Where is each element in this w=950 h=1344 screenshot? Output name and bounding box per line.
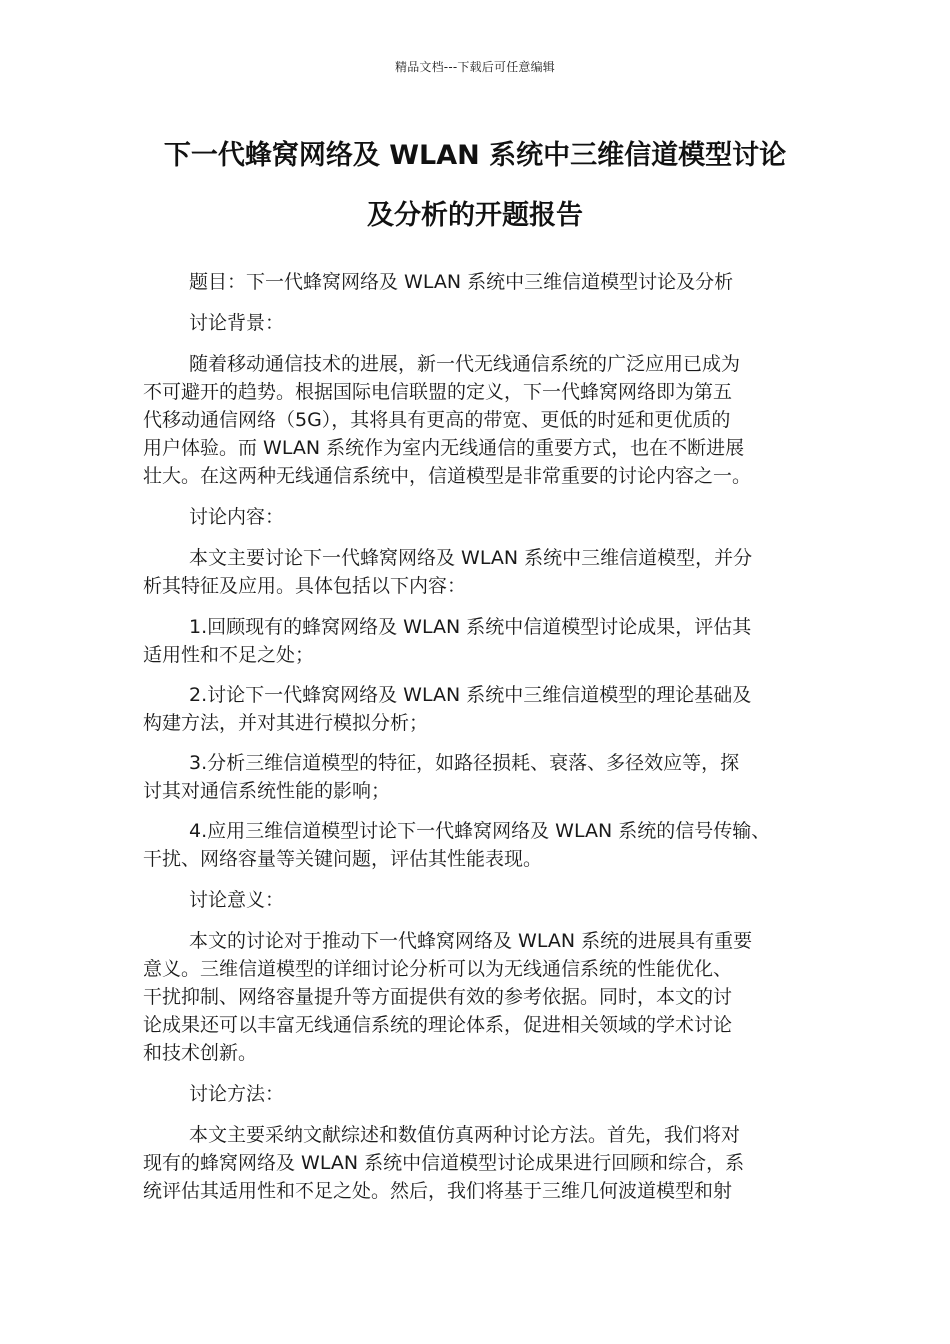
text-line: 干扰、网络容量等关键问题，评估其性能表现。 <box>143 848 543 870</box>
text-line: 析其特征及应用。具体包括以下内容： <box>143 575 467 597</box>
text-line: 4.应用三维信道模型讨论下一代蜂窝网络及 WLAN 系统的信号传输、 <box>189 820 771 842</box>
list-item-2 <box>143 681 808 737</box>
paragraph-background <box>143 350 808 490</box>
text-line: 统评估其适用性和不足之处。然后，我们将基于三维几何波道模型和射 <box>143 1180 733 1202</box>
header-note: 精品文档---下载后可任意编辑 <box>395 60 555 74</box>
text-line: 讨论意义： <box>189 889 285 911</box>
text-line: 讨论背景： <box>189 312 285 334</box>
text-line: 本文主要采纳文献综述和数值仿真两种讨论方法。首先，我们将对 <box>189 1124 741 1146</box>
text-line: 构建方法，并对其进行模拟分析； <box>143 712 429 734</box>
title-line-2: 及分析的开题报告 <box>367 200 583 231</box>
text-line: 不可避开的趋势。根据国际电信联盟的定义，下一代蜂窝网络即为第五 <box>143 381 733 403</box>
text-line: 本文的讨论对于推动下一代蜂窝网络及 WLAN 系统的进展具有重要 <box>189 930 753 952</box>
list-item-1 <box>143 613 808 669</box>
text-line: 用户体验。而 WLAN 系统作为室内无线通信的重要方式，也在不断进展 <box>143 437 745 459</box>
document-title <box>110 126 840 246</box>
text-line: 3.分析三维信道模型的特征，如路径损耗、衰落、多径效应等，探 <box>189 752 740 774</box>
heading-significance <box>143 886 808 914</box>
text-line: 适用性和不足之处； <box>143 644 315 666</box>
text-line: 论成果还可以丰富无线通信系统的理论体系，促进相关领域的学术讨论 <box>143 1014 733 1036</box>
text-line: 本文主要讨论下一代蜂窝网络及 WLAN 系统中三维信道模型，并分 <box>189 547 753 569</box>
list-item-3 <box>143 749 808 805</box>
heading-content <box>143 503 808 531</box>
text-line: 意义。三维信道模型的详细讨论分析可以为无线通信系统的性能优化、 <box>143 958 733 980</box>
text-line: 现有的蜂窝网络及 WLAN 系统中信道模型讨论成果进行回顾和综合，系 <box>143 1152 745 1174</box>
text-line: 和技术创新。 <box>143 1042 258 1064</box>
heading-background <box>143 309 808 337</box>
text-line: 随着移动通信技术的进展，新一代无线通信系统的广泛应用已成为 <box>189 353 741 375</box>
paragraph-content-intro <box>143 544 808 600</box>
document-body <box>143 268 808 1218</box>
text-line: 代移动通信网络（5G），其将具有更高的带宽、更低的时延和更优质的 <box>143 409 731 431</box>
list-item-4 <box>143 817 808 873</box>
text-line: 1.回顾现有的蜂窝网络及 WLAN 系统中信道模型讨论成果，评估其 <box>189 616 752 638</box>
text-line: 2.讨论下一代蜂窝网络及 WLAN 系统中三维信道模型的理论基础及 <box>189 684 752 706</box>
text-line: 壮大。在这两种无线通信系统中，信道模型是非常重要的讨论内容之一。 <box>143 465 752 487</box>
text-line: 讨论方法： <box>189 1083 285 1105</box>
paragraph-significance <box>143 927 808 1067</box>
text-line: 题目：下一代蜂窝网络及 WLAN 系统中三维信道模型讨论及分析 <box>189 271 734 293</box>
paragraph-method <box>143 1121 808 1205</box>
text-line: 讨论内容： <box>189 506 285 528</box>
text-line: 讨其对通信系统性能的影响； <box>143 780 391 802</box>
text-line: 干扰抑制、网络容量提升等方面提供有效的参考依据。同时，本文的讨 <box>143 986 733 1008</box>
paragraph-topic <box>143 268 808 296</box>
title-line-1: 下一代蜂窝网络及 WLAN 系统中三维信道模型讨论 <box>163 140 787 171</box>
heading-method <box>143 1080 808 1108</box>
